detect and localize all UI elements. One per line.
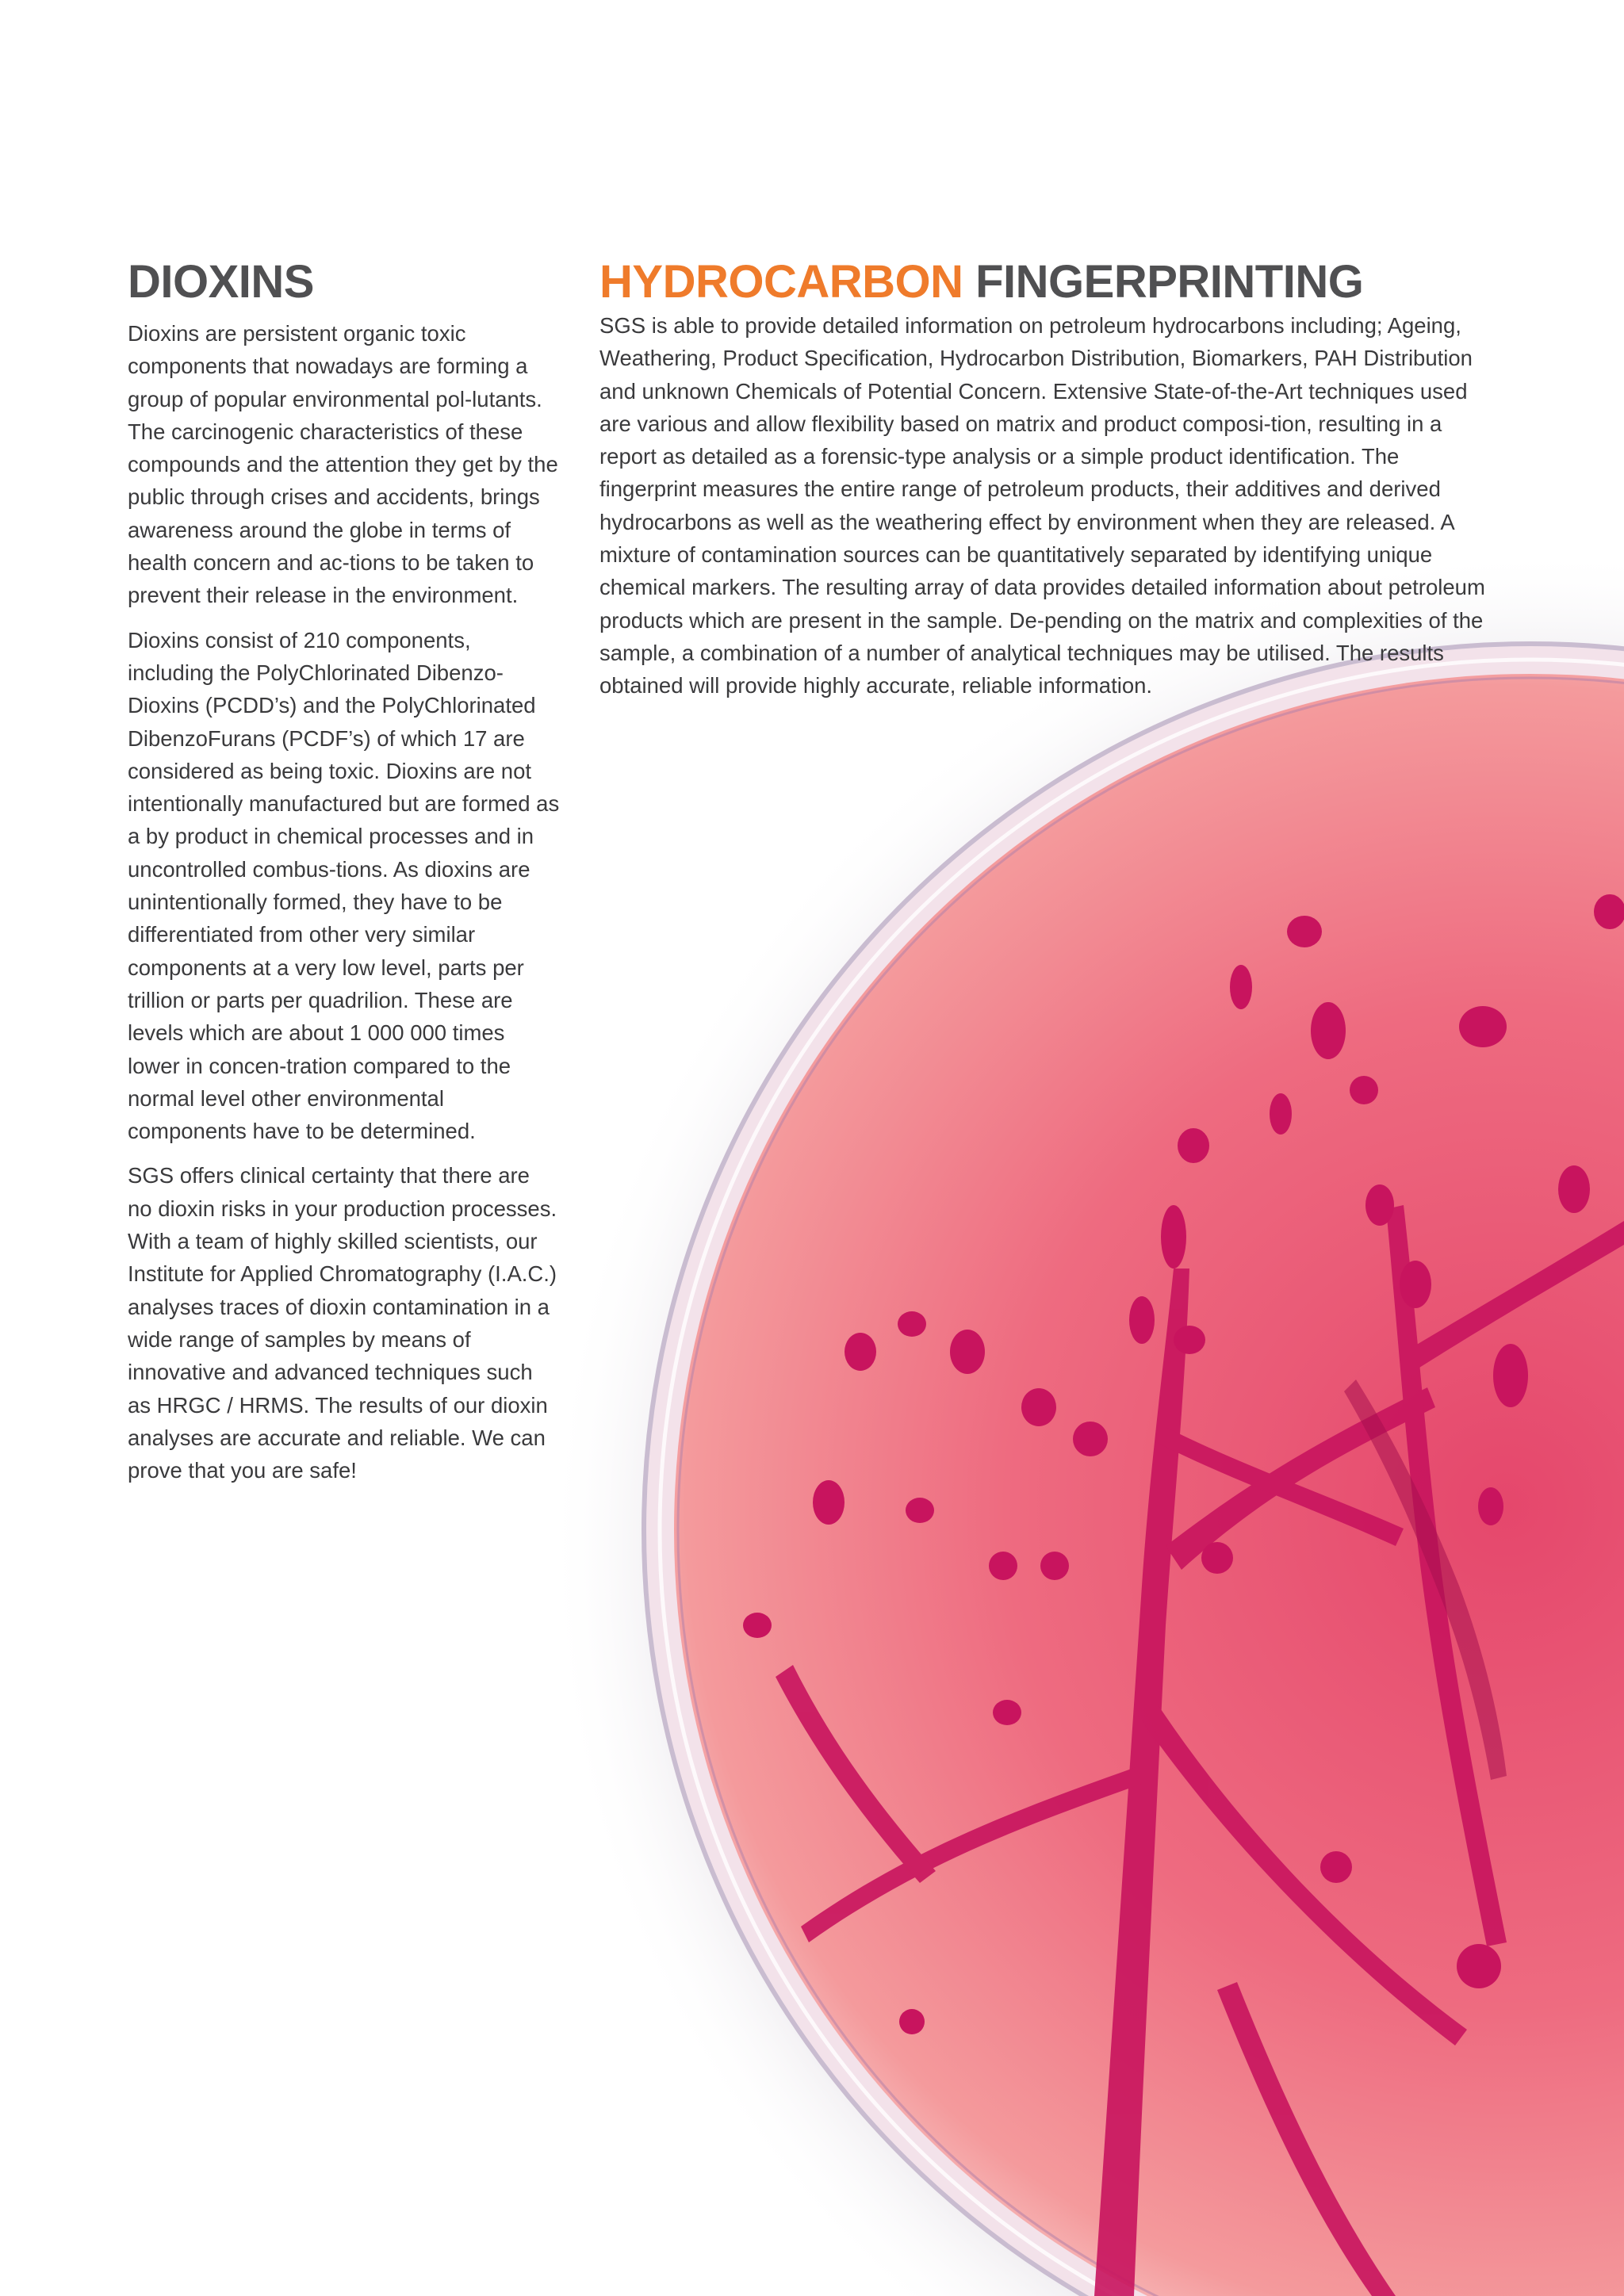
dioxins-paragraph-2: Dioxins consist of 210 components, including the PolyChlorinated Dibenzo-Dioxins (PCDD’s) and the PolyChlorinated DibenzoFurans (PCDF’s) of which 17 are considered as being toxic. Dioxins are not intentionally manufactured but are formed as a by product in chemical processes and in uncontrolled combus-tions. As dioxins are unintentionally formed, they have to be differentiated from other very similar components at a very low level, parts per trillion or parts per quadrilion. These are levels which are about 1 000 000 times lower in concen-tration compared to the normal level other environmental components have to be determined.	[128, 627, 560, 1144]
hydrocarbon-paragraph: SGS is able to provide detailed information on petroleum hydrocarbons including; Ageing, Weathering, Product Specification, Hydrocarbon Distribution, Biomarkers, PAH Distribution and unknown Chemicals of Potential Concern. Extensive State-of-the-Art techniques used are various and allow flexibility based on matrix and product composi-tion, resulting in a report as detailed as a forensic-type analysis or a simple product identification. The fingerprint measures the entire range of petroleum products, their additives and derived hydrocarbons as well as the weathering effect by environment when they are released. A mixture of contamination sources can be quantitatively separated by identifying unique chemical markers. The resulting array of data provides detailed information about petroleum products which are present in the sample. De-pending on the matrix and complexities of the sample, a combination of a number of analytical techniques may be utilised. The results obtained will provide highly accurate, reliable information.	[599, 313, 1485, 698]
hydrocarbon-heading-accent: HYDROCARBON	[599, 256, 963, 308]
hydrocarbon-column	[599, 255, 1496, 714]
dioxins-column	[128, 255, 560, 1498]
dioxins-heading: DIOXINS	[128, 256, 314, 308]
hydrocarbon-heading	[599, 255, 1496, 309]
dioxins-paragraph-1: Dioxins are persistent organic toxic components that nowadays are forming a group of popular environmental pol-lutants. The carcinogenic characteristics of these compounds and the attention they get by the public through crises and accidents, brings awareness around the globe in terms of health concern and ac-tions to be taken to prevent their release in the environment.	[128, 321, 558, 608]
dioxins-paragraph-3: SGS offers clinical certainty that there are no dioxin risks in your production processes. With a team of highly skilled scientists, our Institute for Applied Chromatography (I.A.C.) analyses traces of dioxin contamination in a wide range of samples by means of innovative and advanced techniques such as HRGC / HRMS. The results of our dioxin analyses are accurate and reliable. We can prove that you are safe!	[128, 1163, 557, 1483]
hydrocarbon-heading-rest: FINGERPRINTING	[975, 256, 1364, 308]
